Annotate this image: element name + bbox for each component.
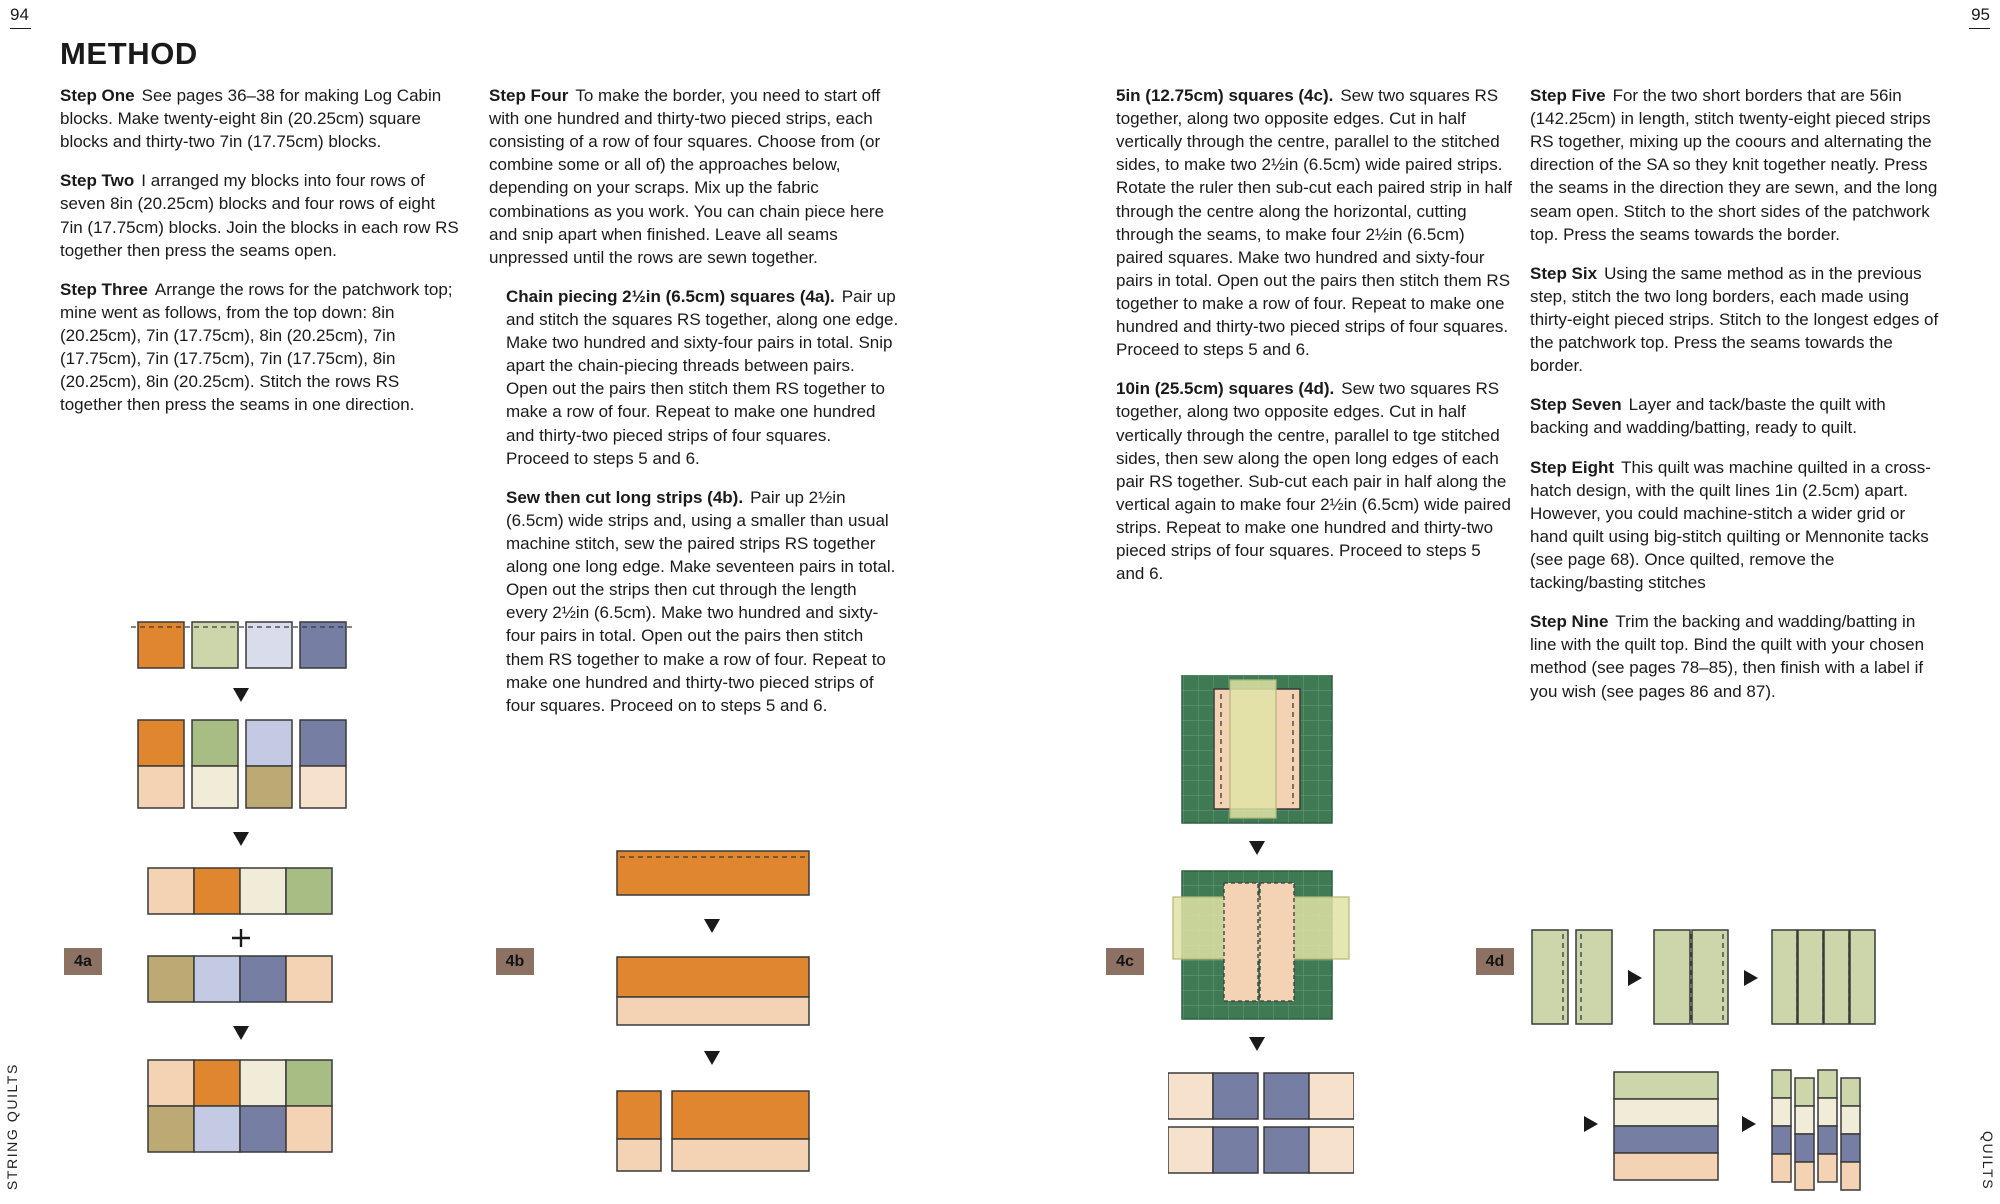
step-nine-label: Step Nine — [1530, 612, 1609, 632]
cutting-mat-second-cut — [1173, 871, 1349, 1019]
step-four-paragraph — [489, 84, 899, 269]
figure-label-4a: 4a — [64, 948, 102, 975]
column-2 — [489, 84, 899, 733]
right-arrow-icon — [1628, 970, 1642, 986]
step-four-text: To make the border, you need to start off with one hundred and thirty-two pieced strips, each consisting of a row of four squares. Choose from (or combine some or all of) the approaches below, depending on your scraps. Mix up the fabric combinations as you work. You can chain piece here and snip apart when finished. Leave all seams unpressed until the rows are sewn together. — [489, 86, 885, 267]
right-arrow-icon — [1744, 970, 1758, 986]
strip-block — [1614, 1072, 1718, 1180]
single-strips — [1532, 930, 1612, 1024]
step-eight-paragraph — [1530, 456, 1944, 595]
down-arrow-icon — [704, 919, 720, 933]
figure-4c — [1168, 675, 1354, 1180]
sewn-strip-set — [1772, 930, 1875, 1024]
step-nine-text: Trim the backing and wadding/batting in line with the quilt top. Bind the quilt with your chosen method (see pages 78–85), then finish with a label if you wish (see pages 86 and 87). — [1530, 612, 1925, 701]
step-five-paragraph — [1530, 84, 1944, 246]
column-4 — [1530, 84, 1944, 719]
step-three-paragraph — [60, 278, 462, 417]
step-seven-text: Layer and tack/baste the quilt with backing and wadding/batting, ready to quilt. — [1530, 395, 1886, 438]
paired-strips — [1654, 930, 1728, 1024]
step-one-text: See pages 36–38 for making Log Cabin blocks. Make twenty-eight 8in (20.25cm) square blocks and thirty-two 7in (17.75cm) blocks. — [60, 86, 442, 152]
cutting-mat-first-cut — [1182, 675, 1332, 823]
method-4a-label: Chain piecing 2½in (6.5cm) squares (4a). — [506, 286, 835, 306]
column-3 — [1116, 84, 1512, 601]
cut-pieced-columns — [1772, 1070, 1860, 1190]
figure-label-4c: 4c — [1106, 948, 1144, 975]
method-4d-paragraph — [1116, 377, 1512, 585]
step-seven-label: Step Seven — [1530, 395, 1622, 415]
down-arrow-icon — [1249, 841, 1265, 855]
right-arrow-icon — [1584, 1116, 1598, 1132]
step-six-paragraph — [1530, 262, 1944, 378]
cut-strip-pieces — [617, 1091, 809, 1171]
step-eight-label: Step Eight — [1530, 457, 1615, 477]
opened-strip-pair — [617, 957, 809, 1025]
plus-icon — [232, 929, 250, 947]
joined-strip-rows — [148, 1060, 332, 1152]
step-two-paragraph — [60, 169, 462, 261]
figure-4b — [612, 845, 817, 1185]
step-two-text: I arranged my blocks into four rows of seven 8in (20.25cm) blocks and four rows of eight 7in (17.75cm) blocks. Join the blocks in each row RS together then press the seams open. — [60, 171, 459, 260]
step-three-label: Step Three — [60, 279, 148, 299]
step-five-text: For the two short borders that are 56in (142.25cm) in length, stitch twenty-eight pieced strips RS together, mixing up the coours and alternating the direction of the SA so they knit together neatly. Press the seams in the direction they are sewn, and the long seam open. Stitch to the short sides of the patchwork top. Press the seams towards the border. — [1530, 86, 1938, 244]
pieced-strip-a — [148, 868, 332, 914]
step-eight-text: This quilt was machine quilted in a cross-hatch design, with the quilt lines 1in (2.5cm) apart. However, you could machine-stitch a wider grid or hand quilt using big-stitch quilting or Mennonite tacks (see page 68). Once quilted, remove the tacking/basting stitches — [1530, 457, 1931, 593]
figure-4b-diagram — [612, 845, 817, 1180]
sewn-strip-pair — [617, 851, 809, 895]
down-arrow-icon — [704, 1051, 720, 1065]
step-one-paragraph — [60, 84, 462, 153]
step-one-label: Step One — [60, 86, 135, 105]
method-4a-text: Pair up and stitch the squares RS together, along one edge. Make two hundred and sixty-four pairs in total. Snip apart the chain-piecing threads between pairs. Open out the pairs then stitch them RS together to make a row of four. Repeat to make one hundred and thirty-two pieced strips of four squares. Proceed to steps 5 and 6. — [506, 286, 899, 468]
method-4c-label: 5in (12.75cm) squares (4c). — [1116, 86, 1334, 105]
page-title: METHOD — [60, 36, 198, 71]
step-four-label: Step Four — [489, 86, 569, 105]
method-4a-paragraph — [506, 285, 899, 470]
step-seven-paragraph — [1530, 393, 1944, 439]
method-4c-text: Sew two squares RS together, along two opposite edges. Cut in half vertically through the centre, parallel to the stitched sides, to make two 2½in (6.5cm) wide paired strips. Rotate the ruler then sub-cut each paired strip in half through the centre along the horizontal, cutting through the seams, to make four 2½in (6.5cm) paired squares. Make two hundred and sixty-four pairs in total. Open out the pairs then stitch them RS together to make a row of four. Repeat to make one hundred and thirty-two pieced strips of four squares. Proceed to steps 5 and 6. — [1116, 86, 1512, 360]
figure-label-4b: 4b — [496, 948, 534, 975]
down-arrow-icon — [1249, 1037, 1265, 1051]
figure-4d-diagram — [1530, 920, 1942, 1202]
figure-4c-diagram — [1168, 675, 1354, 1175]
step-nine-paragraph — [1530, 610, 1944, 702]
page-number-left: 94 — [10, 6, 31, 29]
method-4d-label: 10in (25.5cm) squares (4d). — [1116, 379, 1335, 399]
step-three-text: Arrange the rows for the patchwork top; mine went as follows, from the top down: 8in (20.25cm), 7in (17.75cm), 8in (20.25cm), 7in (17.75cm), 7in (17.75cm), 7in (17.75cm), 8in (20.25cm), 8in (20.25cm). Stitch the rows RS together then press the seams in one direction. — [60, 279, 453, 415]
margin-label-left: STRING QUILTS — [4, 1062, 20, 1190]
step-two-label: Step Two — [60, 171, 135, 191]
margin-label-right: QUILTS — [1980, 1130, 1996, 1190]
right-arrow-icon — [1742, 1116, 1756, 1132]
figure-4a-diagram — [128, 616, 368, 1176]
figure-label-4d: 4d — [1476, 948, 1514, 975]
down-arrow-icon — [233, 1026, 249, 1040]
figure-4a — [128, 616, 368, 1181]
method-4b-paragraph — [506, 486, 899, 717]
paired-squares-rows — [1168, 1073, 1354, 1173]
column-1 — [60, 84, 462, 432]
pieced-strip-b — [148, 956, 332, 1002]
figure-4d — [1530, 920, 1942, 1204]
method-4b-text: Pair up 2½in (6.5cm) wide strips and, using a smaller than usual machine stitch, sew the paired strips RS together along one long edge. Make seventeen pairs in total. Open out the strips then cut through the length every 2½in (6.5cm). Make two hundred and sixty-four pairs in total. Open out the pairs then stitch them RS together to make a row of four. Repeat to make one hundred and thirty-two pieced strips of four squares. Proceed on to steps 5 and 6. — [506, 487, 896, 715]
method-4b-label: Sew then cut long strips (4b). — [506, 487, 744, 507]
page-number-right: 95 — [1969, 6, 1990, 29]
step-five-label: Step Five — [1530, 86, 1606, 105]
method-4d-text: Sew two squares RS together, along two opposite edges. Cut in half vertically through the centre, parallel to tge stitched sides, then sew along the open long edges of each pair RS together. Sub-cut each pair in half along the vertical again to make four 2½in (6.5cm) wide paired strips. Repeat to make one hundred and thirty-two pieced strips of four squares. Proceed to steps 5 and 6. — [1116, 379, 1511, 584]
method-4c-paragraph — [1116, 84, 1512, 361]
opened-pairs — [138, 720, 346, 808]
step-six-text: Using the same method as in the previous step, stitch the two long borders, each made using thirty-eight pieced strips. Stitch to the longest edges of the patchwork top. Press the seams towards the border. — [1530, 263, 1939, 376]
down-arrow-icon — [233, 832, 249, 846]
step-six-label: Step Six — [1530, 263, 1598, 283]
chain-pieced-squares — [131, 622, 353, 668]
down-arrow-icon — [233, 688, 249, 702]
